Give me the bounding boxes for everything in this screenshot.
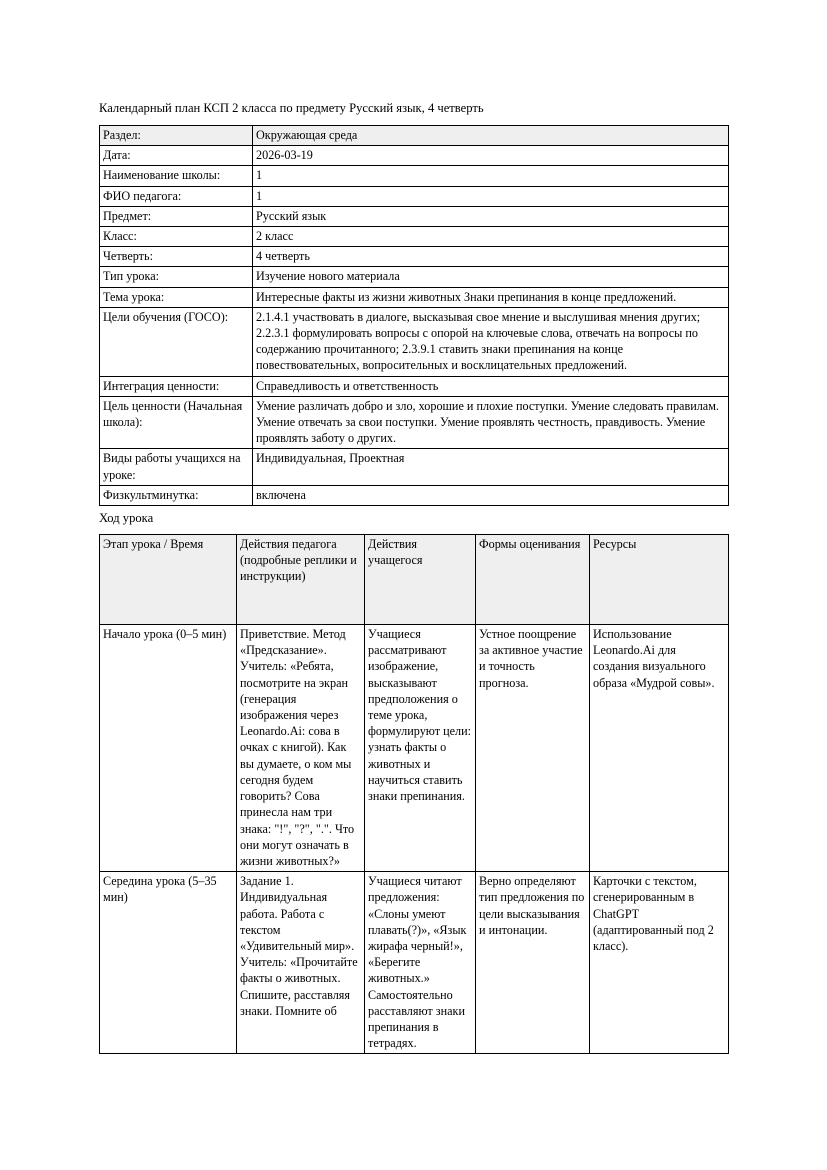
table-row — [100, 449, 729, 485]
stage-cell: Начало урока (0–5 мин) — [100, 625, 237, 872]
info-value-cell: Русский язык — [253, 206, 729, 226]
table-row — [100, 247, 729, 267]
info-label-cell: Класс: — [100, 227, 253, 247]
info-label-cell: Цель ценности (Начальная школа): — [100, 396, 253, 449]
student-actions-cell: Учащиеся читают предложения: «Слоны умеют плавать(?)», «Язык жирафа черный!», «Берегите животных.» Самостоятельно расставляют знаки препинания в тетрадях. — [365, 872, 476, 1054]
lesson-info-table — [99, 125, 729, 506]
info-value-cell: Изучение нового материала — [253, 267, 729, 287]
table-row — [100, 287, 729, 307]
info-label-cell: Четверть: — [100, 247, 253, 267]
info-label-cell: Виды работы учащихся на уроке: — [100, 449, 253, 485]
table-row — [100, 625, 729, 872]
column-header-teacher-actions: Действия педагога (подробные реплики и инструкции) — [237, 535, 365, 625]
stage-cell: Середина урока (5–35 мин) — [100, 872, 237, 1054]
info-label-cell: Наименование школы: — [100, 166, 253, 186]
info-value-cell: 1 — [253, 166, 729, 186]
column-header-resources: Ресурсы — [590, 535, 729, 625]
info-value-cell: включена — [253, 485, 729, 505]
column-header-student-actions: Действия учащегося — [365, 535, 476, 625]
table-row — [100, 396, 729, 449]
info-value-cell: 2.1.4.1 участвовать в диалоге, высказывая свое мнение и выслушивая мнения других; 2.2.3.1 формулировать вопросы с опорой на ключевые слова, отвечать на вопросы по содержанию прочитанного; 2.3.9.1 ставить знаки препинания на конце повествовательных, вопросительных и восклицательных предложений. — [253, 307, 729, 376]
table-row — [100, 872, 729, 1054]
table-row — [100, 166, 729, 186]
lesson-flow-table-body — [100, 625, 729, 1054]
table-row — [100, 267, 729, 287]
assessment-cell: Устное поощрение за активное участие и точность прогноза. — [476, 625, 590, 872]
table-row — [100, 206, 729, 226]
lesson-flow-table — [99, 534, 729, 1054]
info-value-cell: Умение различать добро и зло, хорошие и плохие поступки. Умение следовать правилам. Умение отвечать за свои поступки. Умение проявлять честность, правдивость. Умение проявлять заботу о других. — [253, 396, 729, 449]
column-header-stage: Этап урока / Время — [100, 535, 237, 625]
table-row — [100, 307, 729, 376]
student-actions-cell: Учащиеся рассматривают изображение, высказывают предположения о теме урока, формулируют цели: узнать факты о животных и научиться ставить знаки препинания. — [365, 625, 476, 872]
info-value-cell: 2 класс — [253, 227, 729, 247]
info-value-cell: Интересные факты из жизни животных Знаки препинания в конце предложений. — [253, 287, 729, 307]
table-row — [100, 376, 729, 396]
resources-cell: Использование Leonardo.Ai для создания визуального образа «Мудрой совы». — [590, 625, 729, 872]
info-value-cell: 4 четверть — [253, 247, 729, 267]
teacher-actions-cell: Задание 1. Индивидуальная работа. Работа с текстом «Удивительный мир». Учитель: «Прочитайте факты о животных. Спишите, расставляя знаки. Помните об — [237, 872, 365, 1054]
info-label-cell: Дата: — [100, 146, 253, 166]
table-row — [100, 146, 729, 166]
info-label-cell: Раздел: — [100, 126, 253, 146]
lesson-info-table-body — [100, 126, 729, 506]
info-value-cell: 2026-03-19 — [253, 146, 729, 166]
info-label-cell: Тип урока: — [100, 267, 253, 287]
page-title: Календарный план КСП 2 класса по предмету Русский язык, 4 четверть — [99, 101, 484, 115]
info-value-cell: 1 — [253, 186, 729, 206]
table-row — [100, 186, 729, 206]
resources-cell: Карточки с текстом, сгенерированным в ChatGPT (адаптированный под 2 класс). — [590, 872, 729, 1054]
document-content — [99, 100, 728, 1054]
info-value-cell: Индивидуальная, Проектная — [253, 449, 729, 485]
info-label-cell: ФИО педагога: — [100, 186, 253, 206]
table-row — [100, 485, 729, 505]
info-label-cell: Тема урока: — [100, 287, 253, 307]
assessment-cell: Верно определяют тип предложения по цели высказывания и интонации. — [476, 872, 590, 1054]
table-row — [100, 227, 729, 247]
column-header-assessment-forms: Формы оценивания — [476, 535, 590, 625]
lesson-flow-heading: Ход урока — [99, 511, 154, 526]
info-label-cell: Физкультминутка: — [100, 485, 253, 505]
table-row — [100, 126, 729, 146]
info-label-cell: Интеграция ценности: — [100, 376, 253, 396]
info-label-cell: Предмет: — [100, 206, 253, 226]
info-value-cell: Справедливость и ответственность — [253, 376, 729, 396]
info-label-cell: Цели обучения (ГОСО): — [100, 307, 253, 376]
teacher-actions-cell: Приветствие. Метод «Предсказание». Учитель: «Ребята, посмотрите на экран (генерация изображения через Leonardo.Ai: сова в очках с книгой). Как вы думаете, о ком мы сегодня будем говорить? Сова принесла нам три знака: "!", "?", ".". Что они могут означать в жизни животных?» — [237, 625, 365, 872]
info-value-cell: Окружающая среда — [253, 126, 729, 146]
lesson-flow-table-head — [100, 535, 729, 625]
table-header-row — [100, 535, 729, 625]
